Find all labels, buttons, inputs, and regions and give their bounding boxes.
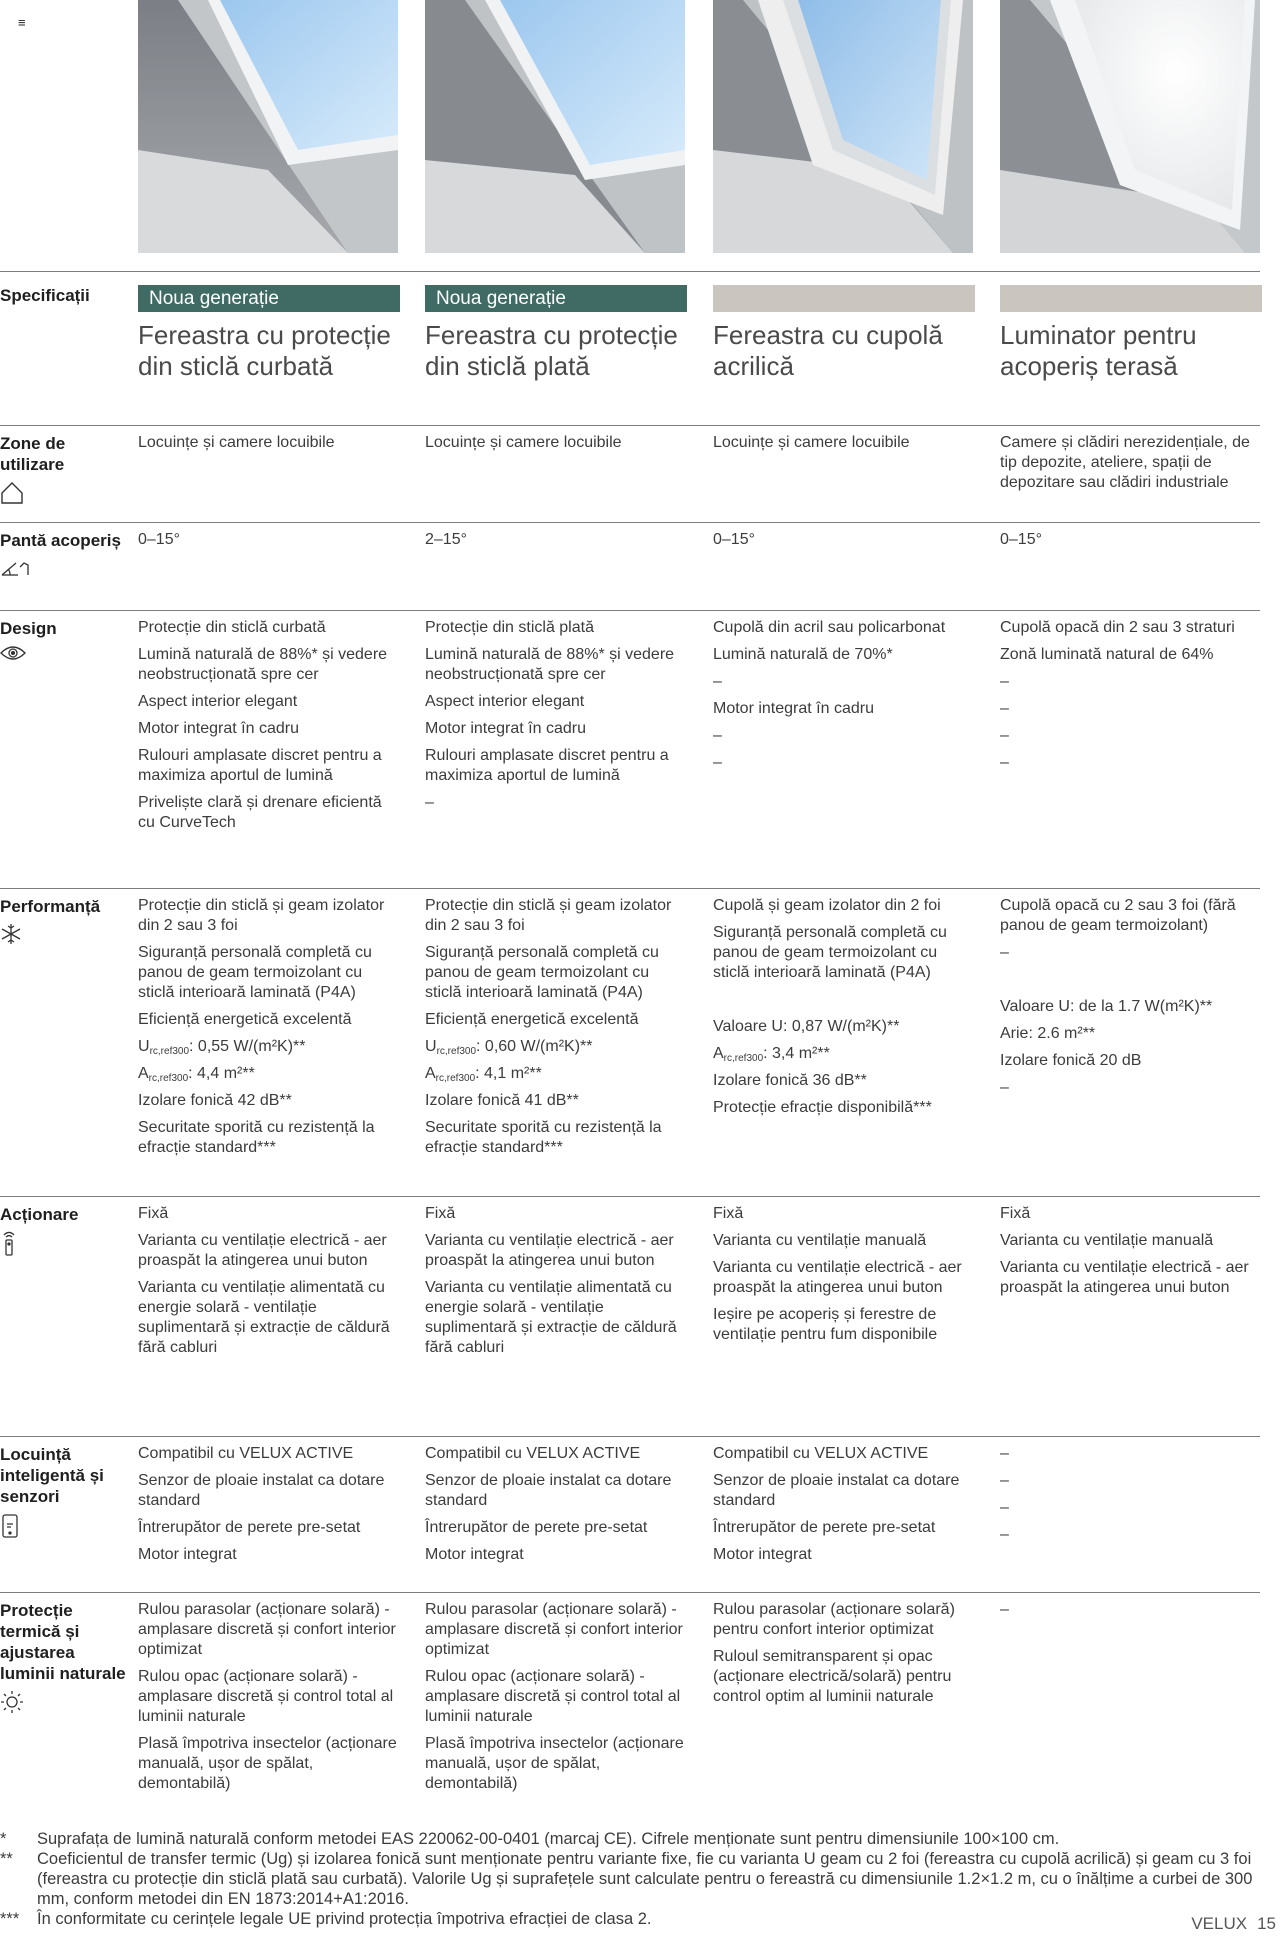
spec-item: Protecție din sticlă și geam izolator din 2 sau 3 foi bbox=[138, 897, 385, 934]
spec-item: Securitate sporită cu rezistență la efracție standard*** bbox=[425, 1119, 662, 1156]
spec-item: Plasă împotriva insectelor (acționare manuală, ușor de spălat, demontabilă) bbox=[425, 1735, 684, 1792]
cell-perf-2 bbox=[425, 896, 687, 1165]
sun-icon bbox=[0, 1690, 128, 1719]
design-label: Design bbox=[0, 618, 128, 666]
spec-item: Rulou opac (acționare solară) - amplasare discretă și control total al luminii naturale bbox=[425, 1668, 681, 1725]
spec-item: Compatibil cu VELUX ACTIVE bbox=[713, 1445, 929, 1462]
divider bbox=[0, 610, 1260, 611]
spec-item: Compatibil cu VELUX ACTIVE bbox=[138, 1445, 354, 1462]
row-act bbox=[0, 1204, 1260, 1434]
spec-item: Fixă bbox=[1000, 1205, 1031, 1222]
spec-item: Izolare fonică 20 dB bbox=[1000, 1052, 1142, 1069]
cell-use-4 bbox=[1000, 433, 1262, 500]
divider bbox=[0, 1592, 1260, 1593]
cell-design-4 bbox=[1000, 618, 1262, 780]
spec-item: Motor integrat în cadru bbox=[425, 720, 586, 737]
divider bbox=[0, 888, 1260, 889]
spec-item: Ieșire pe acoperiș și ferestre de ventilație pentru fum disponibile bbox=[713, 1306, 938, 1343]
divider bbox=[0, 1436, 1260, 1437]
slope-label: Pantă acoperiș bbox=[0, 530, 128, 582]
spec-item: – bbox=[1000, 1445, 1009, 1462]
spec-item: Protecție din sticlă curbată bbox=[138, 619, 326, 636]
cell-prot-2 bbox=[425, 1600, 687, 1801]
spec-item: Izolare fonică 41 dB** bbox=[425, 1092, 579, 1109]
spec-item: Camere și clădiri nerezidențiale, de tip depozite, ateliere, spații de depozitare sau clădiri industriale bbox=[1000, 434, 1250, 491]
row-slope bbox=[0, 530, 1260, 610]
spec-item: Varianta cu ventilație electrică - aer proaspăt la atingerea unui buton bbox=[1000, 1259, 1249, 1296]
cell-prot-3 bbox=[713, 1600, 975, 1714]
product-image-opaque bbox=[1000, 0, 1260, 253]
cell-smart-3 bbox=[713, 1444, 975, 1572]
cell-smart-4 bbox=[1000, 1444, 1262, 1552]
cell-design-3 bbox=[713, 618, 975, 780]
spec-item: – bbox=[1000, 700, 1009, 717]
spec-item: Motor integrat bbox=[138, 1546, 237, 1563]
spec-item: – bbox=[1000, 1472, 1009, 1489]
spec-item: Motor integrat în cadru bbox=[713, 700, 874, 717]
spec-item: Zonă luminată natural de 64% bbox=[1000, 646, 1214, 663]
spec-item bbox=[713, 990, 975, 1010]
remote-icon bbox=[0, 1231, 128, 1262]
page-number: 15 bbox=[1257, 1914, 1276, 1933]
product-header bbox=[713, 285, 975, 382]
cell-act-2 bbox=[425, 1204, 687, 1365]
spec-item: Protecție efracție disponibilă*** bbox=[713, 1099, 932, 1116]
spec-item: Senzor de ploaie instalat ca dotare standard bbox=[713, 1472, 960, 1509]
cell-slope-4 bbox=[1000, 530, 1262, 557]
spec-item: Varianta cu ventilație manuală bbox=[1000, 1232, 1214, 1249]
snowflake-icon bbox=[0, 923, 128, 950]
cell-act-1 bbox=[138, 1204, 400, 1365]
spec-item: Varianta cu ventilație electrică - aer proaspăt la atingerea unui buton bbox=[425, 1232, 674, 1269]
spec-item: Valoare U: 0,87 W/(m²K)** bbox=[713, 1018, 900, 1035]
spec-item: Siguranță personală completă cu panou de geam termoizolant cu sticlă interioară laminată (P4A) bbox=[138, 944, 372, 1001]
perf-label: Performanță bbox=[0, 896, 128, 950]
cell-act-4 bbox=[1000, 1204, 1262, 1305]
product-title: Luminator pentru acoperiș terasă bbox=[1000, 320, 1197, 381]
spec-item: Lumină naturală de 88%* și vedere neobstrucționată spre cer bbox=[425, 646, 675, 683]
row-prot bbox=[0, 1600, 1260, 1820]
footnote: *** În conformitate cu cerințele legale UE privind protecția împotriva efracției de clasa 2. bbox=[0, 1910, 652, 1928]
spec-item: – bbox=[1000, 727, 1009, 744]
cell-slope-3 bbox=[713, 530, 975, 557]
product-image-dome bbox=[713, 0, 973, 253]
spec-item: – bbox=[713, 754, 722, 771]
smartphone-icon bbox=[0, 1513, 128, 1544]
cell-prot-4 bbox=[1000, 1600, 1262, 1627]
spec-item: – bbox=[1000, 1526, 1009, 1543]
spec-item: Valoare U: de la 1.7 W(m²K)** bbox=[1000, 998, 1213, 1015]
spec-item: 0–15° bbox=[713, 531, 755, 548]
spec-item: Întrerupător de perete pre-setat bbox=[425, 1519, 648, 1536]
spec-item: Securitate sporită cu rezistență la efracție standard*** bbox=[138, 1119, 375, 1156]
eye-icon bbox=[0, 645, 128, 666]
cell-smart-2 bbox=[425, 1444, 687, 1572]
spec-item: Motor integrat bbox=[713, 1546, 812, 1563]
product-header bbox=[1000, 285, 1262, 382]
spec-item: Rulouri amplasate discret pentru a maximiza aportul de lumină bbox=[138, 747, 382, 784]
divider bbox=[0, 425, 1260, 426]
cell-use-3 bbox=[713, 433, 975, 460]
row-smart bbox=[0, 1444, 1260, 1592]
spec-item: Izolare fonică 42 dB** bbox=[138, 1092, 292, 1109]
spec-item: Fixă bbox=[713, 1205, 744, 1222]
spec-item: – bbox=[1000, 673, 1009, 690]
spec-item: Senzor de ploaie instalat ca dotare standard bbox=[138, 1472, 385, 1509]
spec-item: Varianta cu ventilație electrică - aer proaspăt la atingerea unui buton bbox=[138, 1232, 387, 1269]
prot-label: Protecție termică și ajustarea luminii naturale bbox=[0, 1600, 128, 1719]
product-title: Fereastra cu cupolă acrilică bbox=[713, 320, 943, 381]
spec-item: Izolare fonică 36 dB** bbox=[713, 1072, 867, 1089]
cell-act-3 bbox=[713, 1204, 975, 1352]
cell-design-2 bbox=[425, 618, 687, 820]
divider bbox=[0, 522, 1260, 523]
spec-item: Cupolă opacă din 2 sau 3 straturi bbox=[1000, 619, 1235, 636]
spec-item: Lumină naturală de 88%* și vedere neobstrucționată spre cer bbox=[138, 646, 388, 683]
spec-item: Locuințe și camere locuibile bbox=[713, 434, 910, 451]
spec-item: Siguranță personală completă cu panou de geam termoizolant cu sticlă interioară laminată (P4A) bbox=[713, 924, 947, 981]
spec-item: Întrerupător de perete pre-setat bbox=[713, 1519, 936, 1536]
divider bbox=[0, 1196, 1260, 1197]
cell-prot-1 bbox=[138, 1600, 400, 1801]
badge-empty bbox=[713, 285, 975, 312]
cell-smart-1 bbox=[138, 1444, 400, 1572]
spec-item: – bbox=[1000, 944, 1009, 961]
footnote: * Suprafața de lumină naturală conform metodei EAS 220062-00-0401 (marcaj CE). Cifrele menționate sunt pentru dimensiunile 100×100 cm. bbox=[0, 1830, 1060, 1848]
spec-item: Cupolă opacă cu 2 sau 3 foi (fără panou de geam termoizolant) bbox=[1000, 897, 1236, 934]
spec-item: Senzor de ploaie instalat ca dotare standard bbox=[425, 1472, 672, 1509]
spec-item: – bbox=[713, 727, 722, 744]
spec-item: – bbox=[425, 794, 434, 811]
use-label: Zone de utilizare bbox=[0, 433, 128, 510]
spec-item: Cupolă și geam izolator din 2 foi bbox=[713, 897, 941, 914]
spec-item: – bbox=[1000, 1499, 1009, 1516]
spec-item: Varianta cu ventilație alimentată cu energie solară - ventilație suplimentară și extracție de căldură fără cabluri bbox=[425, 1279, 677, 1356]
spec-item: Locuințe și camere locuibile bbox=[138, 434, 335, 451]
spec-item: $A_{rc,ref300}$: 4,1 m²** bbox=[425, 1065, 542, 1084]
spec-item: Rulou parasolar (acționare solară) - amplasare discretă și confort interior optimizat bbox=[425, 1601, 683, 1658]
page-footer bbox=[1181, 1914, 1276, 1934]
spec-item: Cupolă din acril sau policarbonat bbox=[713, 619, 946, 636]
badge-new-generation: Noua generație bbox=[138, 285, 400, 312]
row-design bbox=[0, 618, 1260, 888]
footnotes bbox=[0, 1829, 1270, 1929]
house-icon bbox=[0, 481, 128, 510]
row-use bbox=[0, 433, 1260, 517]
cell-perf-4 bbox=[1000, 896, 1262, 1105]
brand-name: VELUX bbox=[1191, 1914, 1248, 1933]
menu-icon[interactable]: ≡ bbox=[18, 15, 26, 30]
spec-item: Protecție din sticlă plată bbox=[425, 619, 594, 636]
spec-item: Rulou opac (acționare solară) - amplasare discretă și control total al luminii naturale bbox=[138, 1668, 394, 1725]
product-image-curved bbox=[138, 0, 398, 253]
spec-item: – bbox=[1000, 754, 1009, 771]
smart-label: Locuință inteligentă și senzori bbox=[0, 1444, 128, 1544]
cell-perf-1 bbox=[138, 896, 400, 1165]
spec-item: Ruloul semitransparent și opac (acționare electrică/solară) pentru control optim al luminii naturale bbox=[713, 1648, 952, 1705]
specs-row bbox=[0, 285, 1260, 425]
spec-item: $U_{rc,ref300}$: 0,55 W/(m²K)** bbox=[138, 1038, 306, 1057]
cell-perf-3 bbox=[713, 896, 975, 1125]
spec-item: Fixă bbox=[425, 1205, 456, 1222]
spec-item: Întrerupător de perete pre-setat bbox=[138, 1519, 361, 1536]
cell-use-2 bbox=[425, 433, 687, 460]
spec-item: Protecție din sticlă și geam izolator din 2 sau 3 foi bbox=[425, 897, 672, 934]
cell-design-1 bbox=[138, 618, 400, 840]
badge-empty bbox=[1000, 285, 1262, 312]
row-perf bbox=[0, 896, 1260, 1196]
cell-use-1 bbox=[138, 433, 400, 460]
act-label: Acționare bbox=[0, 1204, 128, 1262]
spec-item: – bbox=[713, 673, 722, 690]
spec-item: 0–15° bbox=[1000, 531, 1042, 548]
spec-item: Motor integrat în cadru bbox=[138, 720, 299, 737]
product-image-flat bbox=[425, 0, 685, 253]
spec-item: $A_{rc,ref300}$: 3,4 m²** bbox=[713, 1045, 830, 1064]
spec-item: Aspect interior elegant bbox=[138, 693, 298, 710]
spec-item: Rulou parasolar (acționare solară) pentru confort interior optimizat bbox=[713, 1601, 955, 1638]
badge-new-generation: Noua generație bbox=[425, 285, 687, 312]
spec-item: Eficiență energetică excelentă bbox=[425, 1011, 639, 1028]
spec-item: Lumină naturală de 70%* bbox=[713, 646, 893, 663]
spec-item: $A_{rc,ref300}$: 4,4 m²** bbox=[138, 1065, 255, 1084]
spec-item: Eficiență energetică excelentă bbox=[138, 1011, 352, 1028]
spec-item: Plasă împotriva insectelor (acționare manuală, ușor de spălat, demontabilă) bbox=[138, 1735, 397, 1792]
spec-item: 0–15° bbox=[138, 531, 180, 548]
product-title: Fereastra cu protecție din sticlă plată bbox=[425, 320, 678, 381]
product-title: Fereastra cu protecție din sticlă curbată bbox=[138, 320, 391, 381]
product-header bbox=[425, 285, 687, 382]
spec-item: Varianta cu ventilație alimentată cu energie solară - ventilație suplimentară și extracție de căldură fără cabluri bbox=[138, 1279, 390, 1356]
roof-slope-icon bbox=[0, 557, 128, 582]
spec-item: 2–15° bbox=[425, 531, 467, 548]
spec-item bbox=[1000, 970, 1262, 990]
spec-item: Priveliște clară și drenare eficientă cu CurveTech bbox=[138, 794, 382, 831]
spec-item: Rulouri amplasate discret pentru a maximiza aportul de lumină bbox=[425, 747, 669, 784]
spec-item: – bbox=[1000, 1601, 1009, 1618]
spec-item: Locuințe și camere locuibile bbox=[425, 434, 622, 451]
spec-item: Compatibil cu VELUX ACTIVE bbox=[425, 1445, 641, 1462]
spec-item: – bbox=[1000, 1079, 1009, 1096]
footnote: ** Coeficientul de transfer termic (Ug) și izolarea fonică sunt menționate pentru variante fixe, fie cu varianta U geam cu 2 foi (fereastra cu cupolă acrilică) și geam cu 3 foi (fereastra cu protecție din sticlă plată sau curbată). Valorile Ug și suprafețele sunt calculate pentru o fereastră cu dimensiunile 1.2×1.2 m, cu o înălțime a curbei de 300 mm, conform metodei din EN 1873:2014+A1:2016. bbox=[0, 1850, 1253, 1908]
spec-item: Varianta cu ventilație electrică - aer proaspăt la atingerea unui buton bbox=[713, 1259, 962, 1296]
spec-item: Arie: 2.6 m²** bbox=[1000, 1025, 1096, 1042]
cell-slope-2 bbox=[425, 530, 687, 557]
divider bbox=[0, 271, 1260, 272]
spec-item: Aspect interior elegant bbox=[425, 693, 585, 710]
specs-label: Specificații bbox=[0, 286, 90, 305]
spec-item: Siguranță personală completă cu panou de geam termoizolant cu sticlă interioară laminată (P4A) bbox=[425, 944, 659, 1001]
spec-item: $U_{rc,ref300}$: 0,60 W/(m²K)** bbox=[425, 1038, 593, 1057]
product-header bbox=[138, 285, 400, 382]
spec-item: Motor integrat bbox=[425, 1546, 524, 1563]
spec-item: Rulou parasolar (acționare solară) - amplasare discretă și confort interior optimizat bbox=[138, 1601, 396, 1658]
cell-slope-1 bbox=[138, 530, 400, 557]
spec-item: Fixă bbox=[138, 1205, 169, 1222]
spec-item: Varianta cu ventilație manuală bbox=[713, 1232, 927, 1249]
